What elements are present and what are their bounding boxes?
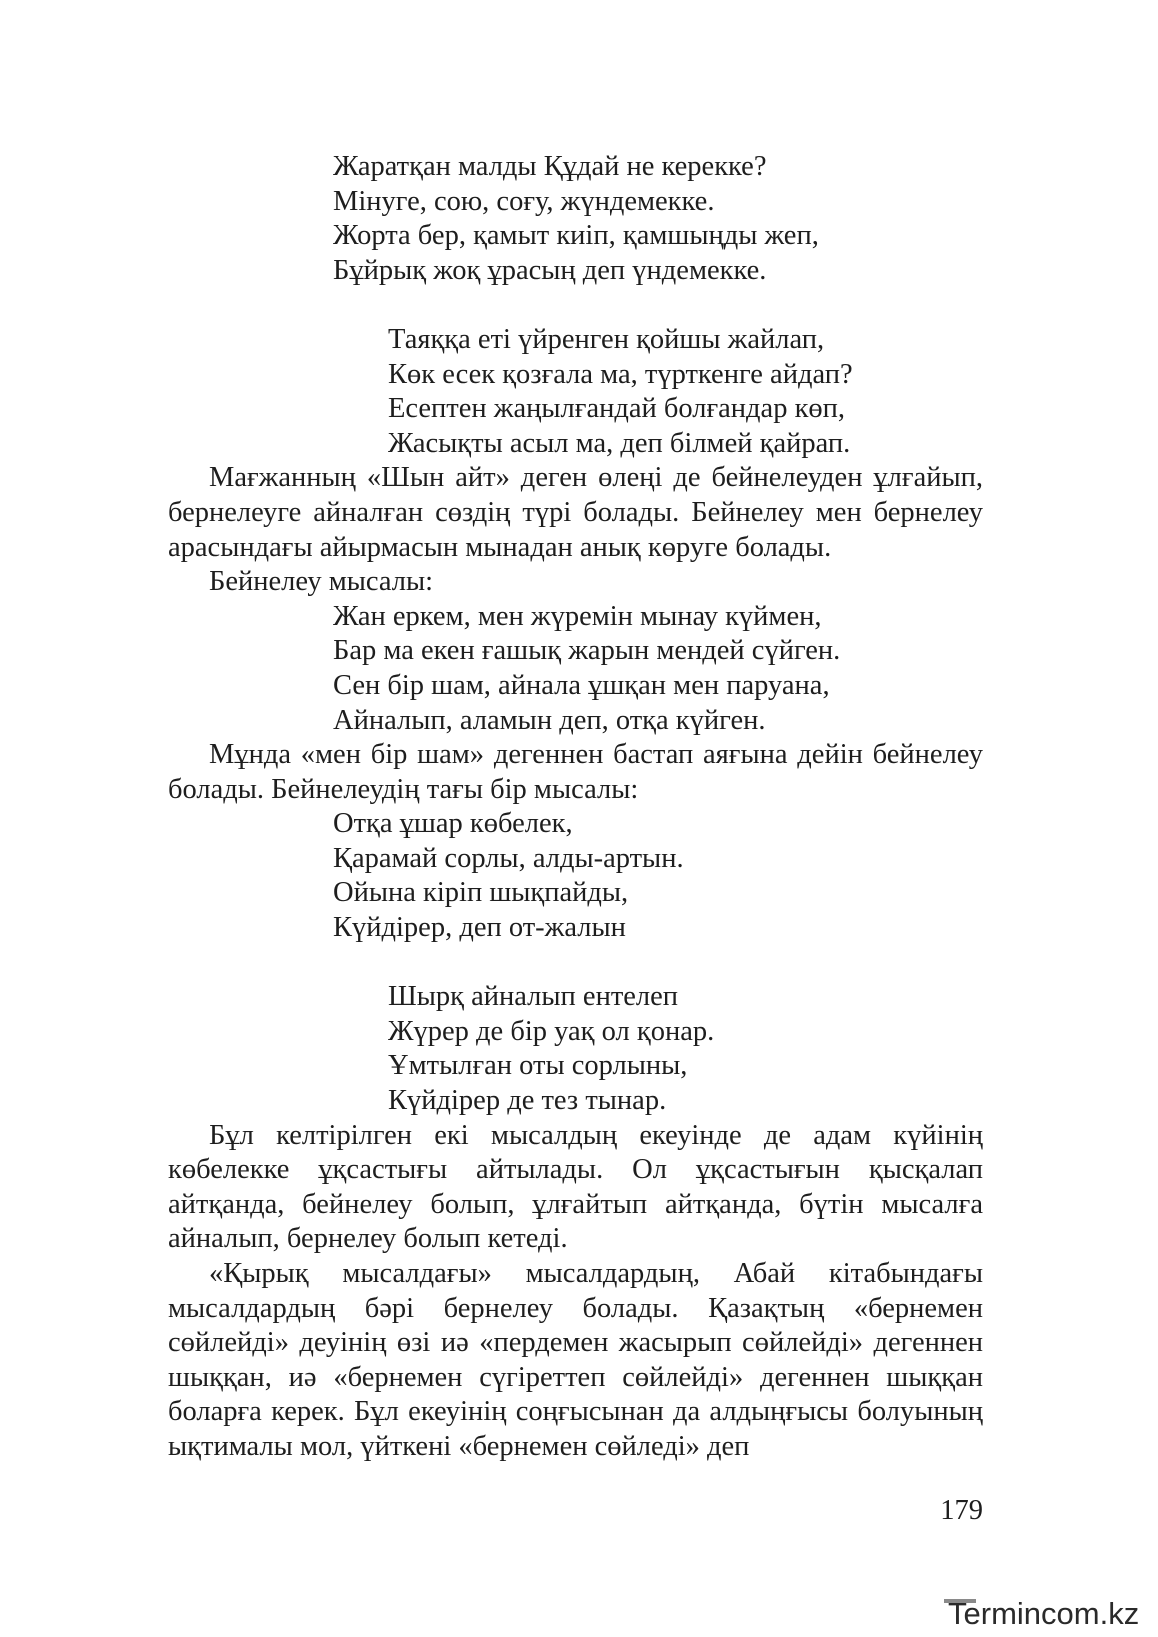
poem-line: Жорта бер, қамыт киіп, қамшыңды жеп, — [333, 220, 819, 252]
poem-line: Шырқ айналып ентелеп — [388, 981, 679, 1013]
paragraph-4: Бұл келтірілген екі мысалдың екеуінде де адам күйінің көбелекке ұқсастығы айтылады. Ол ұқсастығын қысқалап айтқанда, бейнелеу болып, ұлғайтып айтқанда, бүтін мысалға айналып, бернелеу болып кетеді. — [168, 1119, 983, 1255]
poem-line: Жүрер де бір уақ ол қонар. — [388, 1015, 715, 1047]
poem-line: Таяққа еті үйренген қойшы жайлап, — [388, 323, 825, 355]
watermark-logo — [944, 1594, 1144, 1634]
poem-stanza-1 — [168, 150, 983, 288]
poem-line: Мінуге, сою, соғу, жүндемекке. — [333, 185, 715, 217]
paragraph-2: Бейнелеу мысалы: — [209, 566, 434, 598]
watermark-text: Termincom.kz — [948, 1596, 1140, 1631]
paragraph-5: «Қырық мысалдағы» мысалдардың, Абай кітабындағы мысалдардың бәрі бернелеу болады. Қазақтың «бернемен сөйлейді» деуінің өзі иә «пердемен жасырып сөйлейді» дегеннен шыққан, иә «бернемен сүгіреттеп сөйлейді» дегеннен шыққан боларға керек. Бұл екеуінің соңғысынан да алдыңғысы болуының ықтималы мол, үйткені «бернемен сөйледі» деп — [168, 1258, 983, 1462]
poem-line: Жаратқан малды Құдай не керекке? — [333, 151, 767, 182]
poem-line: Бұйрық жоқ ұрасың деп үндемекке. — [333, 254, 767, 286]
poem-stanza-4 — [168, 807, 983, 945]
page-body — [168, 150, 983, 1465]
poem-line: Күйдірер, деп от-жалын — [333, 912, 626, 944]
poem-line: Қарамай сорлы, алды-артын. — [333, 842, 684, 874]
page-number: 179 — [940, 1495, 983, 1526]
poem-line: Отқа ұшар көбелек, — [333, 808, 573, 840]
poem-line: Есептен жаңылғандай болғандар көп, — [388, 393, 846, 425]
paragraph-3: Мұнда «мен бір шам» дегеннен бастап аяғына дейін бейнелеу болады. Бейнелеудің тағы бір мысалы: — [168, 739, 983, 805]
poem-line: Ойына кіріп шықпайды, — [333, 877, 629, 909]
poem-line: Күйдірер де тез тынар. — [388, 1085, 667, 1117]
paragraph-1: Мағжанның «Шын айт» деген өлеңі де бейнелеуден ұлғайып, бернелеуге айналған сөздің түрі болады. Бейнелеу мен бернелеу арасындағы айырмасын мынадан анық көруге болады. — [168, 462, 983, 563]
poem-stanza-5 — [168, 980, 983, 1118]
poem-stanza-2 — [168, 323, 983, 461]
poem-line: Сен бір шам, айнала ұшқан мен паруана, — [333, 669, 830, 701]
poem-line: Айналып, аламын деп, отқа күйген. — [333, 704, 766, 736]
poem-line: Жасықты асыл ма, деп білмей қайрап. — [388, 427, 851, 459]
poem-line: Ұмтылған оты сорлыны, — [388, 1050, 688, 1082]
poem-line: Бар ма екен ғашық жарын мендей сүйген. — [333, 635, 841, 667]
stanza-gap — [168, 288, 983, 323]
stanza-gap — [168, 946, 983, 981]
poem-stanza-3 — [168, 600, 983, 738]
poem-line: Көк есек қозғала ма, түрткенге айдап? — [388, 358, 853, 390]
poem-line: Жан еркем, мен жүремін мынау күймен, — [333, 600, 822, 632]
